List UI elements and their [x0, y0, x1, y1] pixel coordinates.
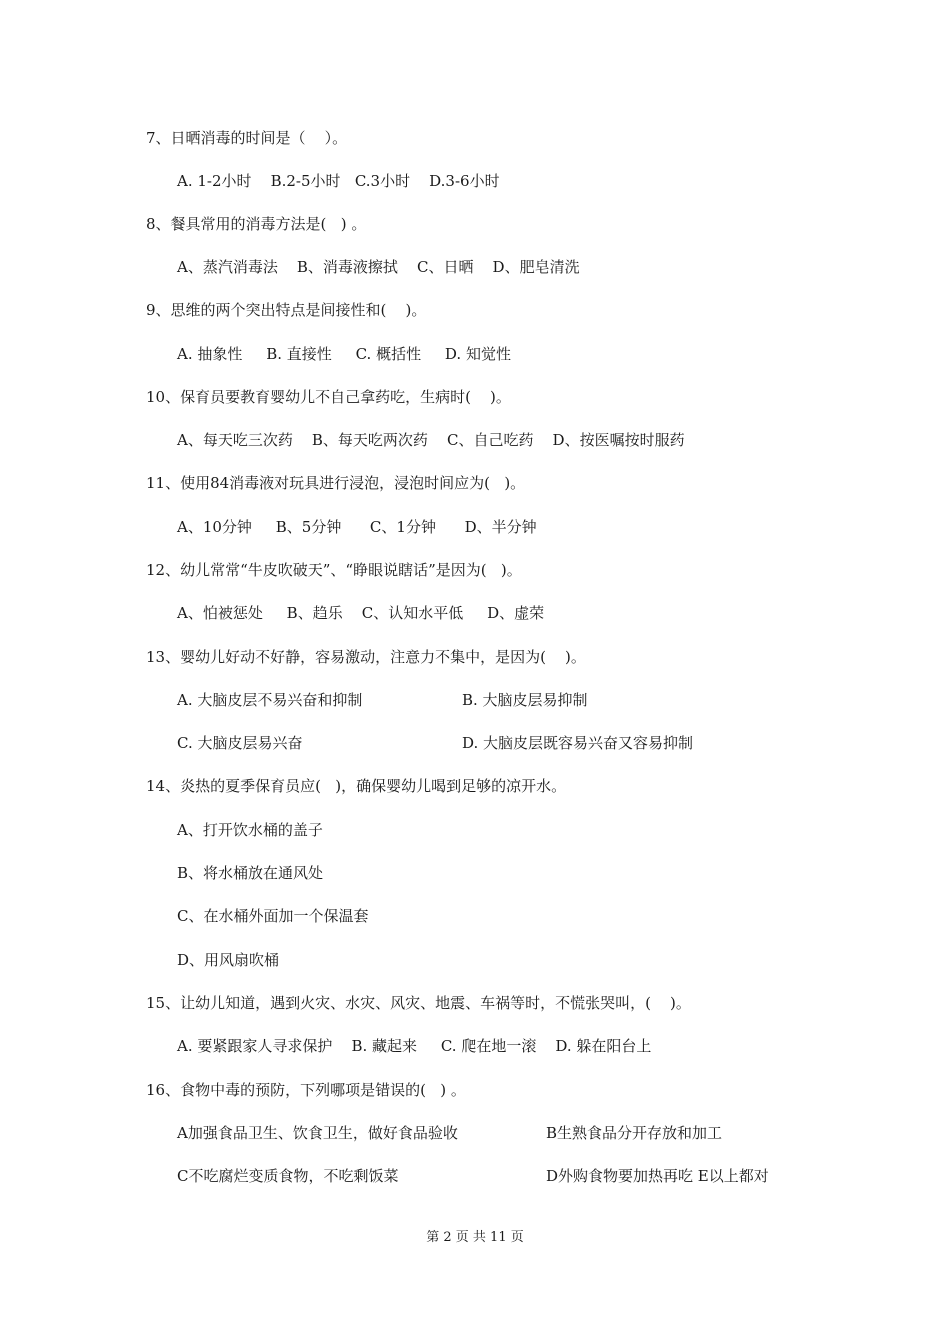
question-12: 12、幼儿常常“牛皮吹破天”、“睁眼说瞎话”是因为( )。 — [146, 561, 522, 579]
question-14-option-b: B、将水桶放在通风处 — [177, 864, 324, 882]
page-number: 第 2 页 共 11 页 — [426, 1230, 524, 1245]
question-15: 15、让幼儿知道，遇到火灾、水灾、风灾、地震、车祸等时，不慌张哭叫，( )。 — [146, 994, 691, 1012]
question-11: 11、使用84消毒液对玩具进行浸泡，浸泡时间应为( )。 — [146, 474, 526, 492]
question-13-option-d: D. 大脑皮层既容易兴奋又容易抑制 — [462, 734, 694, 752]
question-14-option-c: C、在水桶外面加一个保温套 — [177, 907, 369, 925]
question-9: 9、思维的两个突出特点是间接性和( )。 — [146, 301, 427, 319]
question-12-options: A、怕被惩处 B、趋乐 C、认知水平低 D、虚荣 — [177, 604, 545, 622]
question-13-option-a: A. 大脑皮层不易兴奋和抑制 — [177, 691, 363, 709]
question-8-options: A、蒸汽消毒法 B、消毒液擦拭 C、日晒 D、肥皂清洗 — [177, 258, 580, 276]
question-16-option-d: D外购食物要加热再吃 E以上都对 — [546, 1167, 769, 1185]
question-16-option-b: B生熟食品分开存放和加工 — [546, 1124, 723, 1142]
question-8: 8、餐具常用的消毒方法是( ) 。 — [146, 215, 367, 233]
question-16-option-c: C不吃腐烂变质食物，不吃剩饭菜 — [177, 1167, 399, 1185]
question-15-options: A. 要紧跟家人寻求保护 B. 藏起来 C. 爬在地一滚 D. 躲在阳台上 — [177, 1037, 652, 1055]
question-11-options: A、10分钟 B、5分钟 C、1分钟 D、半分钟 — [177, 518, 537, 536]
question-7: 7、日晒消毒的时间是（ ）。 — [146, 129, 348, 147]
question-14-option-a: A、打开饮水桶的盖子 — [177, 821, 323, 839]
question-10: 10、保育员要教育婴幼儿不自己拿药吃，生病时( )。 — [146, 388, 511, 406]
question-13: 13、婴幼儿好动不好静，容易激动，注意力不集中，是因为( )。 — [146, 648, 586, 666]
question-16-option-a: A加强食品卫生、饮食卫生，做好食品验收 — [177, 1124, 458, 1142]
question-14: 14、炎热的夏季保育员应( )，确保婴幼儿喝到足够的凉开水。 — [146, 777, 567, 795]
question-7-options: A. 1-2小时 B.2-5小时 C.3小时 D.3-6小时 — [177, 172, 500, 190]
question-9-options: A. 抽象性 B. 直接性 C. 概括性 D. 知觉性 — [177, 345, 511, 363]
question-13-option-c: C. 大脑皮层易兴奋 — [177, 734, 303, 752]
question-14-option-d: D、用风扇吹桶 — [177, 951, 280, 969]
question-10-options: A、每天吃三次药 B、每天吃两次药 C、自己吃药 D、按医嘱按时服药 — [177, 431, 685, 449]
question-13-option-b: B. 大脑皮层易抑制 — [462, 691, 588, 709]
question-16: 16、食物中毒的预防，下列哪项是错误的( ) 。 — [146, 1081, 466, 1099]
